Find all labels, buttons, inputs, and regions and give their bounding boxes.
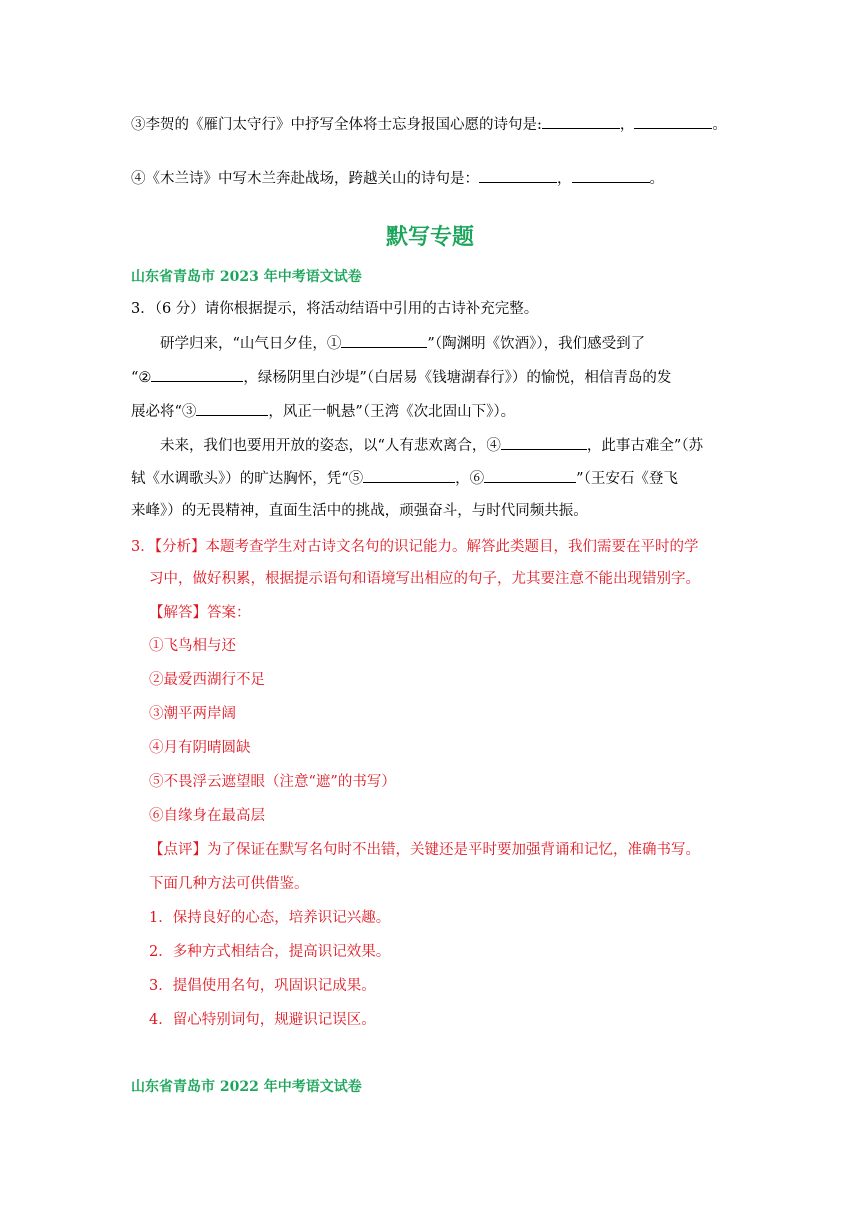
answer-item: ①飞鸟相与还 <box>149 638 236 654</box>
question-number: 3．（6 分）请你根据提示，将活动结语中引用的古诗补充完整。 <box>131 301 539 317</box>
paragraph-2-line-2 <box>131 467 678 489</box>
answer-item: ④月有阴晴圆缺 <box>149 740 251 756</box>
text-segment: “② <box>131 370 152 386</box>
q4-text: ④《木兰诗》中写木兰奔赴战场，跨越关山的诗句是： <box>131 171 479 187</box>
tip-item: 3．提倡使用名句，巩固识记成果。 <box>149 978 376 994</box>
paragraph-1-line-2 <box>131 366 671 388</box>
text-segment: 未来，我们也要用开放的姿态，以“人有悲欢离合，④ <box>160 438 501 454</box>
question-3-li-he <box>131 113 727 135</box>
exam-source-2022: 山东省青岛市 2022 年中考语文试卷 <box>131 1079 362 1095</box>
answer-blank-4[interactable] <box>501 434 587 450</box>
paragraph-2-line-3: 来峰》）的无畏精神，直面生活中的挑战，顽强奋斗，与时代同频共振。 <box>131 503 588 519</box>
answer-item: ⑤不畏浮云遮望眼（注意“遮”的书写） <box>149 774 396 790</box>
exam-source-2023: 山东省青岛市 2023 年中考语文试卷 <box>131 269 362 285</box>
analysis-line-2: 习中，做好积累，根据提示语句和语境写出相应的句子，尤其要注意不能出现错别字。 <box>149 571 700 587</box>
answer-blank[interactable] <box>542 113 620 129</box>
answer-label: 【解答】答案： <box>149 605 251 621</box>
paragraph-1-line-3 <box>131 400 515 422</box>
comment-line-2: 下面几种方法可供借鉴。 <box>149 876 309 892</box>
comment-line-1: 【点评】为了保证在默写名句时不出错，关键还是平时要加强背诵和记忆，准确书写。 <box>149 842 700 858</box>
answer-item: ②最爱西湖行不足 <box>149 672 265 688</box>
tip-item: 1．保持良好的心态，培养识记兴趣。 <box>149 910 391 926</box>
text-segment: ，此事古难全”（苏 <box>586 438 704 454</box>
answer-item: ⑥自缘身在最高层 <box>149 808 265 824</box>
tip-item: 4．留心特别词句，规避识记误区。 <box>149 1012 376 1028</box>
paragraph-1-line-1 <box>160 332 645 354</box>
answer-blank[interactable] <box>572 167 650 183</box>
question-4-mulan <box>131 167 664 189</box>
answer-blank[interactable] <box>634 113 712 129</box>
answer-blank-2[interactable] <box>151 366 243 382</box>
text-segment: ”（陶渊明《饮酒》），我们感受到了 <box>427 336 646 352</box>
text-segment: ”（王安石《登飞 <box>576 471 678 487</box>
q3-separator: ， <box>619 117 635 133</box>
answer-item: ③潮平两岸阔 <box>149 706 236 722</box>
q3-end: 。 <box>712 117 727 133</box>
section-title: 默写专题 <box>385 225 474 250</box>
q3-text: ③李贺的《雁门太守行》中抒写全体将士忘身报国心愿的诗句是: <box>131 117 542 133</box>
answer-blank-5[interactable] <box>363 467 455 483</box>
text-segment: ，绿杨阴里白沙堤”（白居易《钱塘湖春行》）的愉悦，相信青岛的发 <box>243 370 672 386</box>
text-segment: ，风正一帆悬”（王湾《次北固山下》）。 <box>268 404 516 420</box>
text-segment: ，⑥ <box>455 471 485 487</box>
text-segment: 展必将“③ <box>131 404 197 420</box>
answer-blank-3[interactable] <box>196 400 268 416</box>
analysis-line-1: 3．【分析】本题考查学生对古诗文名句的识记能力。解答此类题目，我们需要在平时的学 <box>131 539 699 555</box>
text-segment: 研学归来，“山气日夕佳，① <box>160 336 342 352</box>
answer-blank-1[interactable] <box>341 332 427 348</box>
q4-end: 。 <box>649 171 664 187</box>
answer-blank[interactable] <box>479 167 557 183</box>
q4-separator: ， <box>557 171 572 187</box>
tip-item: 2．多种方式相结合，提高识记效果。 <box>149 944 391 960</box>
answer-blank-6[interactable] <box>484 467 576 483</box>
text-segment: 轼《水调歌头》）的旷达胸怀，凭“⑤ <box>131 471 364 487</box>
paragraph-2-line-1 <box>160 434 703 456</box>
